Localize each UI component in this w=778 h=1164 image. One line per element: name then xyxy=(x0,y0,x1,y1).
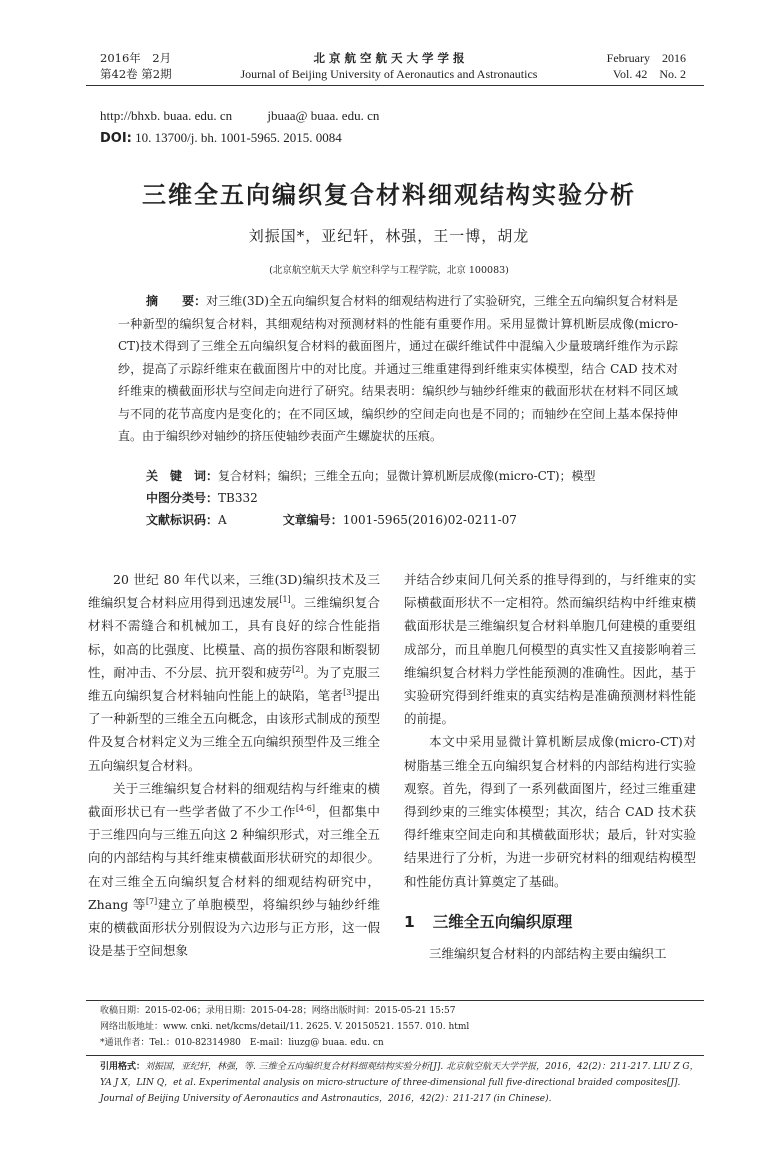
paragraph: 关于三维编织复合材料的细观结构与纤维束的横截面形状已有一些学者做了不少工作[4-6]，但都集中于三维四向与三维五向这 2 种编织形式，对三维全五向的内部结构与其纤维束横截面形状研究的却很少。在对三维全五向编织复合材料的细观结构研究中，Zhang 等[7]建立了单胞模型，将编织纱与轴纱纤维束的横截面形状分别假设为六边形与正方形，这一假设是基于空间想象 xyxy=(88,780,380,959)
abstract xyxy=(118,290,678,448)
doi-line: DOI: 10. 13700/j. bh. 1001-5965. 2015. 0084 xyxy=(100,130,342,146)
paragraph: 并结合纱束间几何关系的推导得到的，与纤维束的实际横截面形状不一定相符。然而编织结构中纤维束横截面形状是三维编织复合材料单胞几何建模的重要组成部分，而且单胞几何模型的真实性又直接影响着三维编织复合材料力学性能预测的准确性。因此，基于实验研究得到纤维束的真实结构是准确预测材料性能的前提。 xyxy=(404,572,696,727)
abstract-label: 摘 要： xyxy=(146,294,207,308)
paragraph: 三维编织复合材料的内部结构主要由编织工 xyxy=(429,946,667,962)
abstract-text: 对三维(3D)全五向编织复合材料的细观结构进行了实验研究，三维全五向编织复合材料是一种新型的编织复合材料，其细观结构对预测材料的性能有重要作用。采用显微计算机断层成像(micro-CT)技术得到了三维全五向编织复合材料的截面图片，通过在碳纤维试件中混编入少量玻璃纤维作为示踪纱，提高了示踪纤维束在截面图片中的对比度。并通过三维重建得到纤维束实体模型，结合 CAD 技术对纤维束的横截面形状与空间走向进行了研究。结果表明：编织纱与轴纱纤维束的截面形状在材料不同区域与不同的花节高度内是变化的；在不同区域，编织纱的空间走向也是不同的；而轴纱在空间上基本保持伸直。由于编织纱对轴纱的挤压使轴纱表面产生螺旋状的压痕。 xyxy=(118,294,678,443)
url-line xyxy=(100,108,379,124)
body-left-column xyxy=(88,568,380,962)
doi-link[interactable]: 10. 13700/j. bh. 1001-5965. 2015. 0084 xyxy=(135,130,342,145)
citation-rule xyxy=(86,1055,704,1056)
footnote-block xyxy=(100,1003,700,1051)
section-heading: 1 三维全五向编织原理 xyxy=(404,912,573,931)
journal-url[interactable]: http://bhxb. buaa. edu. cn xyxy=(100,108,233,123)
online-url[interactable]: 网络出版地址：www. cnki. net/kcms/detail/11. 2625. V. 20150521. 1557. 010. html xyxy=(100,1022,470,1032)
author-list: 刘振国*，亚纪轩，林强，王一博，胡龙 xyxy=(248,227,530,245)
header-rule xyxy=(86,85,704,86)
citation: 引用格式：刘振国，亚纪轩，林强，等. 三维全五向编织复合材料细观结构实验分析[J]. 北京航空航天大学学报，2016，42(2)：211-217. LIU Z G，YA J X，LIN Q，et al. Experimental analysis on micro-structure of three-dimensional full five-directional braided composites[J]. Journal of Beijing University of Aeronautics and Astronautics，2016，42(2)：211-217 (in Chinese). xyxy=(100,1062,699,1104)
journal-email[interactable]: jbuaa@ buaa. edu. cn xyxy=(267,108,380,123)
paper-title: 三维全五向编织复合材料细观结构实验分析 xyxy=(142,181,636,209)
footnote-rule xyxy=(86,1000,704,1001)
clc-number: 中图分类号：TB332 xyxy=(146,491,258,505)
received-date: 收稿日期：2015-02-06；录用日期：2015-04-28；网络出版时间：2015-05-21 15:57 xyxy=(100,1006,456,1016)
body-right-column xyxy=(404,568,696,965)
journal-name: 北 京 航 空 航 天 大 学 学 报 Journal of Beijing University of Aeronautics and Astronautics xyxy=(240,51,538,81)
paragraph: 本文中采用显微计算机断层成像(micro-CT)对树脂基三维全五向编织复合材料的内部结构进行实验观察。首先，得到了一系列截面图片，经过三维重建得到纱束的三维实体模型；其次，结合 CAD 技术获得纤维束空间走向和其横截面形状；最后，针对实验结果进行了分析，为进一步研究材料的细观结构模型和性能仿真计算奠定了基础。 xyxy=(404,734,696,889)
keywords: 关 键 词：复合材料；编织；三维全五向；显微计算机断层成像(micro-CT)；模型 xyxy=(146,469,596,483)
header-date: 2016年 2月 第42卷 第2期 xyxy=(100,51,172,81)
header-volume: February 2016 Vol. 42 No. 2 xyxy=(606,51,686,81)
doc-code: 文献标识码：A 文章编号：1001-5965(2016)02-0211-07 xyxy=(146,513,517,527)
affiliation: (北京航空航天大学 航空科学与工程学院，北京 100083) xyxy=(269,265,509,276)
paragraph: 20 世纪 80 年代以来，三维(3D)编织技术及三维编织复合材料应用得到迅速发展[1]。三维编织复合材料不需缝合和机械加工，具有良好的综合性能指标，如高的比强度、比模量、高的损伤容限和断裂韧性，耐冲击、不分层、抗开裂和疲劳[2]。为了克服三维五向编织复合材料轴向性能上的缺陷，笔者[3]提出了一种新型的三维全五向概念，由该形式制成的预型件及复合材料定义为三维全五向编织预型件及三维全五向编织复合材料。 xyxy=(88,572,380,773)
corresponding-author: *通讯作者：Tel.：010-82314980 E-mail：liuzg@ buaa. edu. cn xyxy=(100,1038,384,1048)
